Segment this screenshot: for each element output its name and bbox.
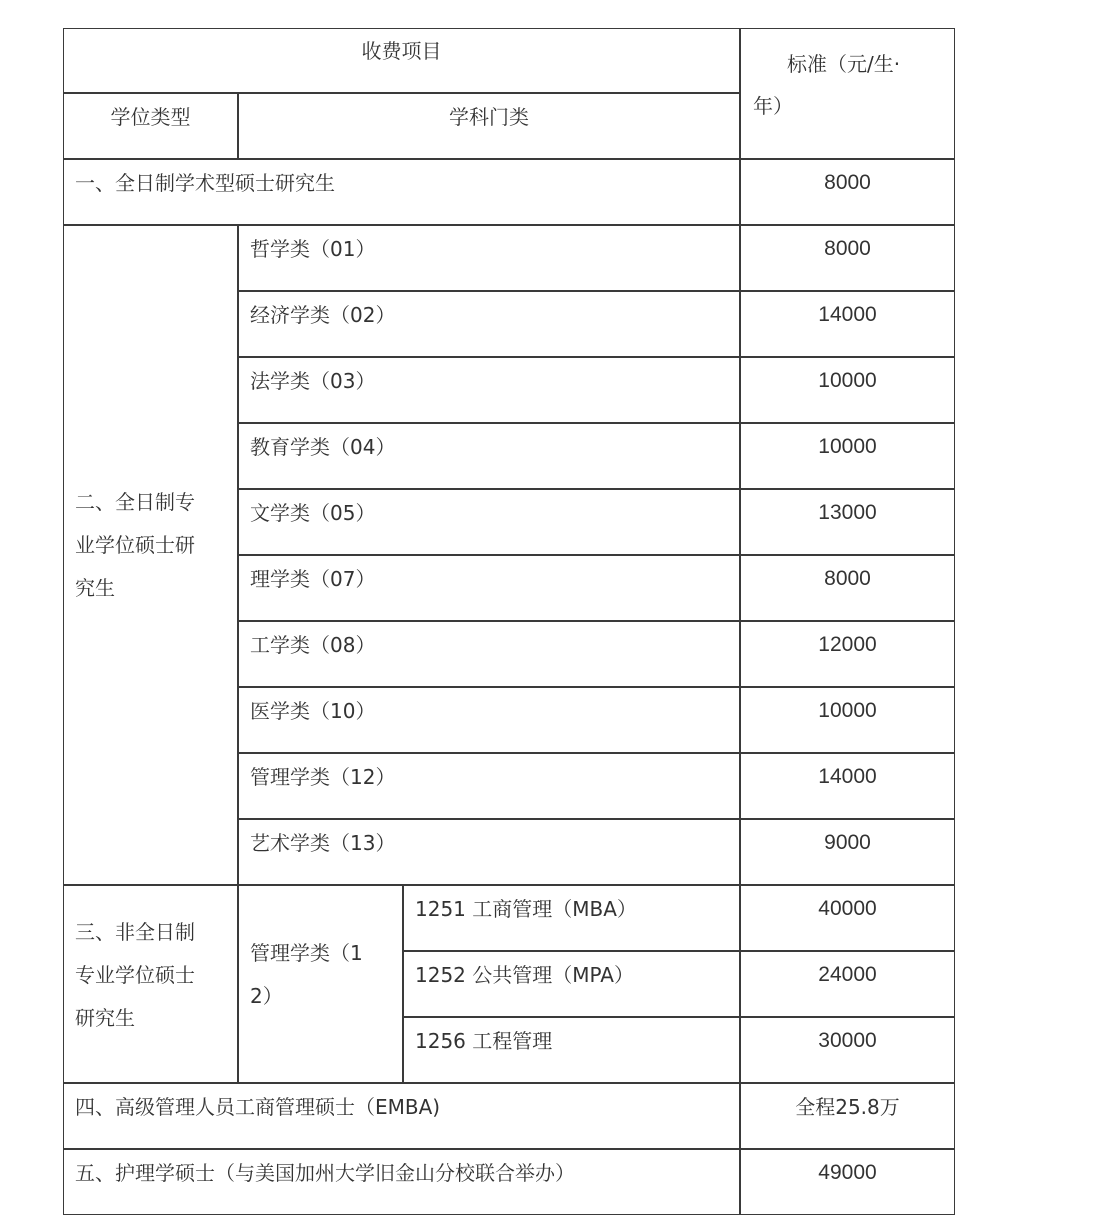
section4-fee: 全程25.8万 — [795, 1095, 900, 1119]
program-fee: 30000 — [818, 1029, 877, 1052]
section3-discipline-cell — [238, 885, 403, 1083]
section4-label-cell — [63, 1083, 740, 1149]
discipline-name: 哲学类（01） — [250, 237, 376, 261]
header-degree-type-label: 学位类型 — [110, 105, 191, 129]
section3-row-name — [403, 885, 740, 951]
section2-row-fee — [740, 819, 955, 885]
discipline-name: 法学类（03） — [250, 369, 376, 393]
section2-label-cell — [63, 225, 238, 885]
header-degree-type — [63, 93, 238, 159]
section3-label-line1: 三、非全日制 — [75, 920, 195, 944]
section4-fee-cell — [740, 1083, 955, 1149]
discipline-name: 工学类（08） — [250, 633, 376, 657]
section3-row-name — [403, 951, 740, 1017]
discipline-fee: 10000 — [818, 699, 877, 722]
section1-fee-cell — [740, 159, 955, 225]
discipline-name: 经济学类（02） — [250, 303, 396, 327]
discipline-name: 文学类（05） — [250, 501, 376, 525]
section3-label-cell — [63, 885, 238, 1083]
section3-label-line2: 专业学位硕士 — [75, 963, 195, 987]
section2-row-fee — [740, 225, 955, 291]
section3-row-name — [403, 1017, 740, 1083]
section1-label: 一、全日制学术型硕士研究生 — [75, 171, 335, 195]
discipline-name: 管理学类（12） — [250, 765, 396, 789]
section2-row-fee — [740, 555, 955, 621]
section2-row-name — [238, 489, 740, 555]
section3-label-line3: 研究生 — [75, 1006, 135, 1030]
section2-row-fee — [740, 687, 955, 753]
discipline-name: 医学类（10） — [250, 699, 376, 723]
section2-row-name — [238, 687, 740, 753]
section5-fee: 49000 — [818, 1161, 877, 1184]
discipline-name: 艺术学类（13） — [250, 831, 396, 855]
header-standard-line2: 年） — [753, 94, 793, 118]
section2-row-name — [238, 819, 740, 885]
section2-row-name — [238, 555, 740, 621]
program-name: 1252 公共管理（MPA） — [415, 963, 634, 987]
header-standard — [740, 28, 955, 159]
section2-row-name — [238, 225, 740, 291]
discipline-fee: 14000 — [818, 303, 877, 326]
section2-label-line1: 二、全日制专 — [75, 490, 195, 514]
discipline-name: 理学类（07） — [250, 567, 376, 591]
header-standard-line1: 标准（元/生· — [787, 52, 901, 76]
section2-row-name — [238, 423, 740, 489]
discipline-fee: 8000 — [824, 237, 871, 260]
section3-row-fee — [740, 885, 955, 951]
discipline-fee: 9000 — [824, 831, 871, 854]
program-fee: 24000 — [818, 963, 877, 986]
discipline-fee: 10000 — [818, 435, 877, 458]
section1-label-cell — [63, 159, 740, 225]
section2-row-name — [238, 621, 740, 687]
discipline-fee: 13000 — [818, 501, 877, 524]
section3-row-fee — [740, 1017, 955, 1083]
section2-row-fee — [740, 357, 955, 423]
discipline-fee: 10000 — [818, 369, 877, 392]
header-discipline-label: 学科门类 — [449, 105, 529, 129]
header-discipline — [238, 93, 740, 159]
header-fee-item-label: 收费项目 — [361, 39, 442, 63]
section5-fee-cell — [740, 1149, 955, 1215]
section5-label: 五、护理学硕士（与美国加州大学旧金山分校联合举办） — [75, 1161, 575, 1185]
section2-row-fee — [740, 753, 955, 819]
section2-label-line2: 业学位硕士研 — [75, 533, 195, 557]
section2-label-line3: 究生 — [75, 576, 115, 600]
program-fee: 40000 — [818, 897, 877, 920]
section3-discipline-line2: 2） — [250, 984, 283, 1008]
section2-row-name — [238, 753, 740, 819]
discipline-fee: 8000 — [824, 567, 871, 590]
section2-row-fee — [740, 621, 955, 687]
discipline-fee: 12000 — [818, 633, 877, 656]
section3-discipline-line1: 管理学类（1 — [250, 941, 363, 965]
section2-row-fee — [740, 423, 955, 489]
section3-row-fee — [740, 951, 955, 1017]
section2-row-fee — [740, 489, 955, 555]
section5-label-cell — [63, 1149, 740, 1215]
section2-row-fee — [740, 291, 955, 357]
discipline-fee: 14000 — [818, 765, 877, 788]
section4-label: 四、高级管理人员工商管理硕士（EMBA) — [75, 1095, 441, 1119]
section1-fee: 8000 — [824, 171, 871, 194]
program-name: 1256 工程管理 — [415, 1029, 553, 1053]
header-fee-item — [63, 28, 740, 93]
discipline-name: 教育学类（04） — [250, 435, 396, 459]
section2-row-name — [238, 357, 740, 423]
section2-row-name — [238, 291, 740, 357]
program-name: 1251 工商管理（MBA） — [415, 897, 637, 921]
